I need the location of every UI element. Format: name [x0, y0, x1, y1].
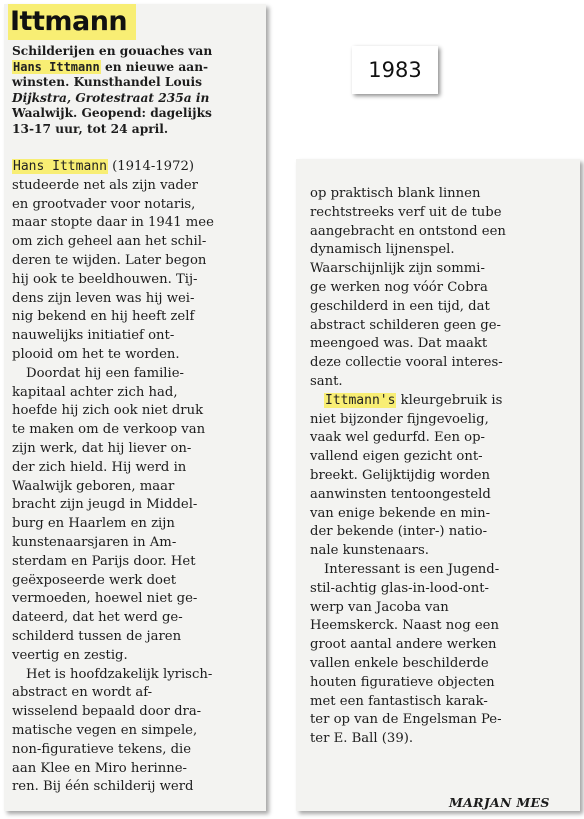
- text-line: Doordat hij een familie-: [26, 365, 184, 381]
- text-line: meengoed was. Dat maakt: [310, 336, 488, 352]
- text-fragment: kleurgebruik is: [400, 392, 503, 408]
- text-line: vallend eigen gezicht ont-: [310, 449, 483, 465]
- text-line: nig bekend en hij heeft zelf: [12, 309, 195, 325]
- text-line: abstract en wordt af-: [12, 685, 153, 701]
- text-line: hij ook te beeldhouwen. Tij-: [12, 271, 198, 287]
- artist-dates: (1914-1972): [112, 159, 194, 174]
- text-line: kunstenaarsjaren in Am-: [12, 534, 177, 550]
- text-line: abstract schilderen geen ge-: [310, 317, 501, 333]
- text-line: te maken om de verkoop van: [12, 422, 206, 438]
- text-line: nale kunstenaars.: [310, 543, 429, 559]
- text-line: houten figuratieve objecten: [310, 674, 495, 690]
- info-line: Waalwijk. Geopend: dagelijks: [12, 106, 212, 121]
- text-line: om zich geheel aan het schil-: [12, 234, 207, 250]
- text-line: geëxposeerde werk doet: [12, 572, 177, 588]
- text-line: non-figuratieve tekens, die: [12, 741, 192, 757]
- text-line: rechtstreeks verf uit de tube: [310, 204, 502, 220]
- text-line: [12, 158, 264, 177]
- text-line: kapitaal achter zich had,: [12, 384, 178, 400]
- text-line: dynamisch lijnenspel.: [310, 242, 455, 258]
- text-line: der zich hield. Hij werd in: [12, 459, 187, 475]
- text-line: der bekende (inter-) natio-: [310, 524, 488, 540]
- text-line: nauwelijks initiatief ont-: [12, 328, 175, 344]
- info-line: Dijkstra, Grotestraat 235a in: [12, 90, 210, 105]
- author-signature: MARJAN MES: [449, 795, 550, 810]
- text-line: matische vegen en simpele,: [12, 722, 198, 738]
- text-line: hoefde hij zich ook niet druk: [12, 403, 204, 419]
- info-line: winsten. Kunsthandel Louis: [12, 75, 202, 90]
- text-line: vermoeden, hoewel niet ge-: [12, 591, 198, 607]
- artist-name-highlight: Hans Ittmann: [13, 159, 107, 174]
- text-line: schilderd tussen de jaren: [12, 628, 182, 644]
- text-line: vallen enkele beschilderde: [310, 655, 489, 671]
- text-line: en grootvader voor notaris,: [12, 196, 196, 212]
- info-line: en nieuwe aan-: [104, 59, 209, 74]
- artist-name-highlight: Ittmann's: [325, 392, 396, 408]
- text-line: studeerde net als zijn vader: [12, 177, 198, 193]
- text-line: burg en Haarlem en zijn: [12, 516, 175, 532]
- artist-name-highlight: Hans Ittmann: [13, 59, 100, 74]
- text-line: [310, 392, 578, 411]
- text-line: aanwinsten tentoongesteld: [310, 486, 491, 502]
- text-line: deren te wijden. Later begon: [12, 252, 207, 268]
- headline: Ittmann: [8, 4, 136, 40]
- text-line: geschilderd in een tijd, dat: [310, 298, 490, 314]
- text-line: ren. Bij één schilderij werd: [12, 779, 194, 795]
- text-line: Interessant is een Jugend-: [324, 561, 500, 577]
- text-line: vaak wel gedurfd. Een op-: [310, 430, 486, 446]
- text-line: op praktisch blank linnen: [310, 186, 481, 201]
- text-line: dens zijn leven was hij wei-: [12, 290, 195, 306]
- text-line: groot aantal andere werken: [310, 637, 497, 653]
- text-line: Heemskerck. Naast nog een: [310, 618, 499, 634]
- right-column-text: [310, 185, 578, 749]
- text-line: Waarschijnlijk zijn sommi-: [310, 261, 485, 277]
- text-line: veertig en zestig.: [12, 647, 128, 663]
- text-line: van enige bekende en min-: [310, 505, 491, 521]
- text-line: dateerd, dat het werd ge-: [12, 610, 183, 626]
- text-line: met een fantastisch karak-: [310, 693, 488, 709]
- text-line: niet bijzonder fijngevoelig,: [310, 411, 489, 427]
- text-line: maar stopte daar in 1941 mee: [12, 215, 214, 231]
- text-line: zijn werk, dat hij liever on-: [12, 440, 192, 456]
- text-line: Het is hoofdzakelijk lyrisch-: [26, 666, 213, 682]
- text-line: ge werken nog vóór Cobra: [310, 279, 488, 295]
- text-line: breekt. Gelijktijdig worden: [310, 467, 491, 483]
- exhibition-info: [12, 44, 260, 138]
- text-line: ter E. Ball (39).: [310, 731, 414, 747]
- left-column-text: [12, 158, 264, 797]
- info-line: Schilderijen en gouaches van: [12, 44, 213, 58]
- text-line: aan Klee en Miro herinne-: [12, 760, 187, 776]
- text-line: ter op van de Engelsman Pe-: [310, 712, 502, 728]
- text-line: stil-achtig glas-in-lood-ont-: [310, 580, 489, 596]
- text-line: werp van Jacoba van: [310, 599, 449, 615]
- text-line: wisselend bepaald door dra-: [12, 704, 202, 720]
- text-line: sant.: [310, 373, 343, 389]
- text-line: Waalwijk geboren, maar: [12, 478, 175, 494]
- text-line: plooid om het te worden.: [12, 346, 180, 362]
- text-line: deze collectie vooral interes-: [310, 355, 503, 371]
- text-line: bracht zijn jeugd in Middel-: [12, 497, 198, 513]
- text-line: aangebracht en ontstond een: [310, 223, 506, 239]
- year-label: 1983: [352, 46, 438, 94]
- text-line: sterdam en Parijs door. Het: [12, 553, 196, 569]
- info-line: 13-17 uur, tot 24 april.: [12, 121, 169, 136]
